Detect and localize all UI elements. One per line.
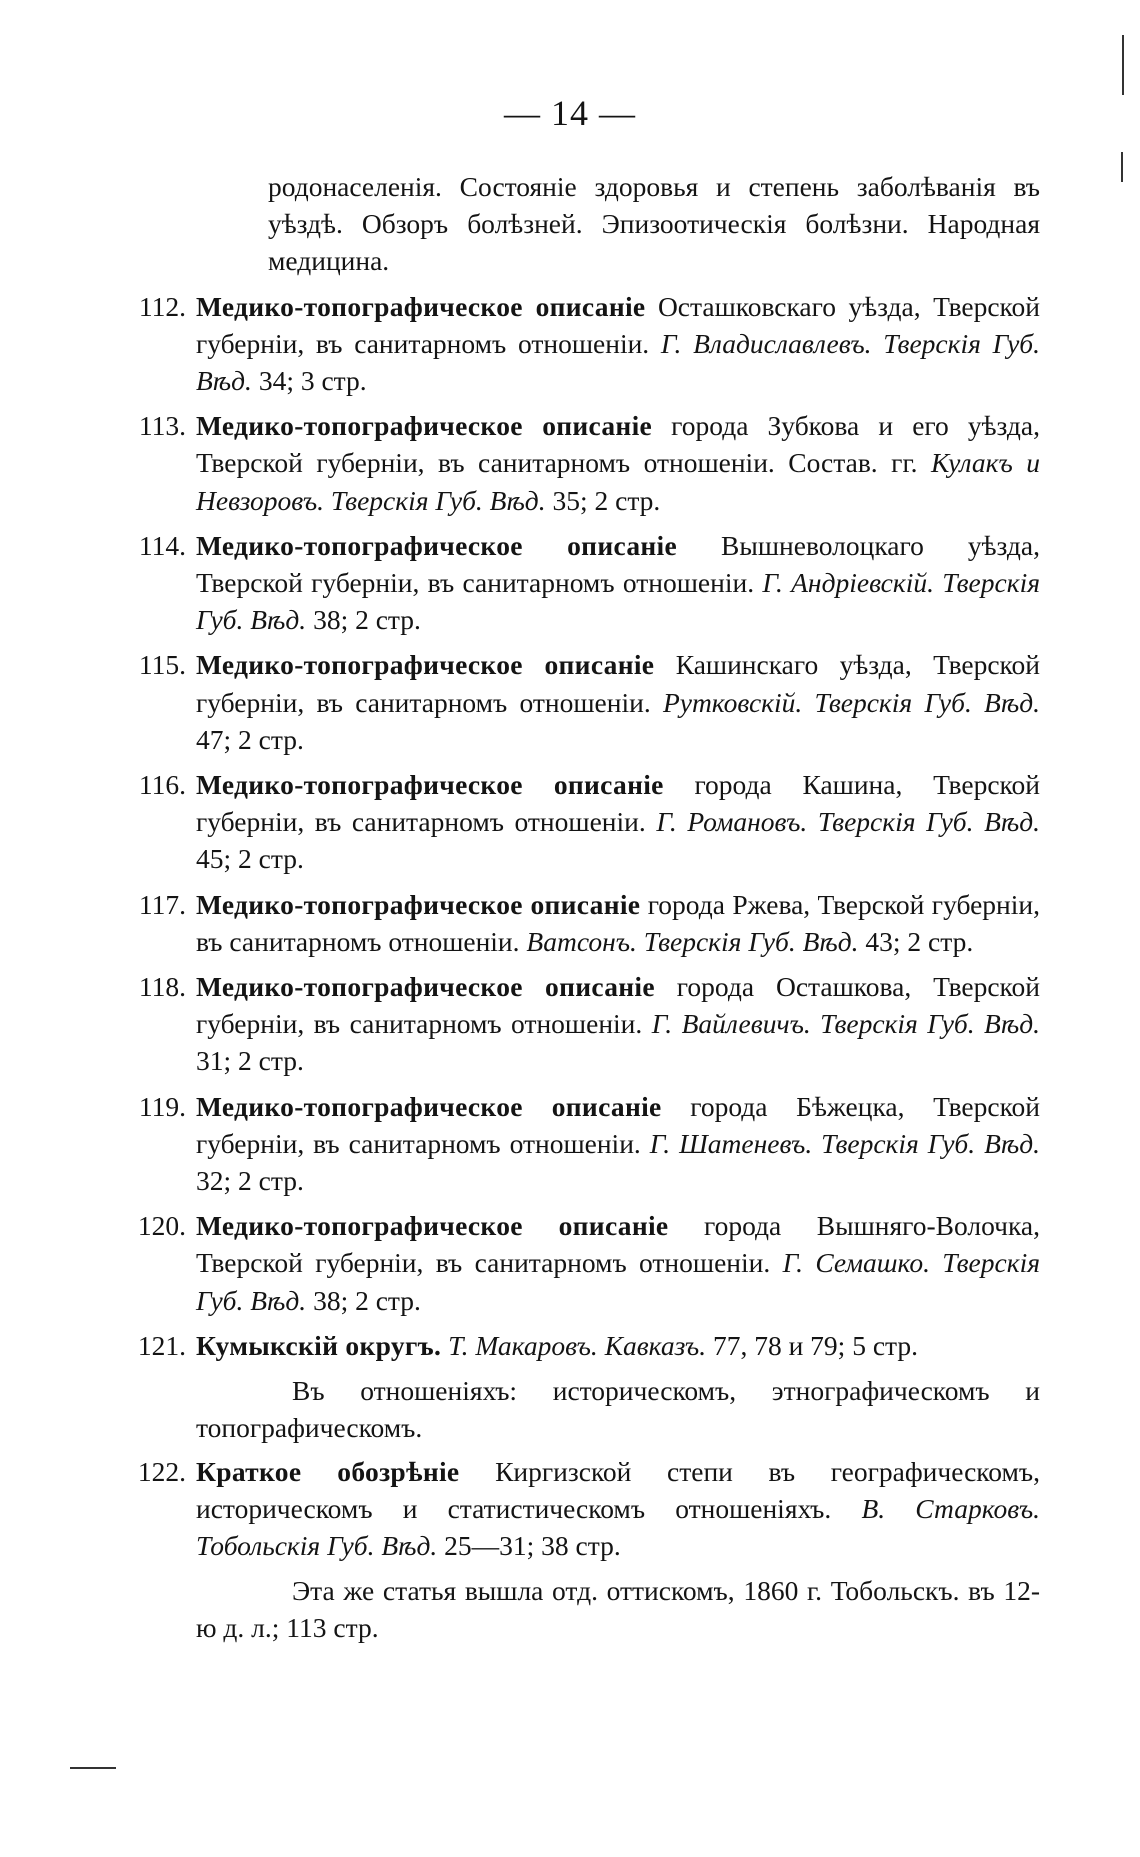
entry-reference: 34; 3 стр. [251, 365, 367, 397]
entry-113 [120, 407, 1040, 519]
entry-reference: 38; 2 стр. [306, 1284, 421, 1316]
entry-119 [120, 1088, 1040, 1200]
entry-body: города Ржева, Тверской губерніи, въ санитарномъ отношеніи. [196, 888, 1040, 957]
entry-heading: Медико-топографическое описаніе [196, 971, 655, 1003]
entry-121 [120, 1327, 1040, 1364]
entry-author: Г. Вайлевичъ. [651, 1008, 811, 1040]
entry-heading: Кумыкскій округъ. [196, 1329, 442, 1361]
entry-journal: Кавказъ. [597, 1329, 707, 1361]
entry-body: Киргизской степи въ географическомъ, историческомъ и статистическомъ отношеніяхъ. [196, 1455, 1040, 1524]
entry-heading: Медико-топографическое описаніе [196, 769, 664, 801]
entry-journal: Тверскія Губ. Вѣд. [196, 1247, 1040, 1316]
entry-122 [120, 1453, 1040, 1565]
entry-120 [120, 1207, 1040, 1319]
entry-number: 122. [137, 1455, 186, 1487]
entry-reference: 25—31; 38 стр. [437, 1529, 621, 1561]
entry-number: 112. [138, 290, 186, 322]
entry-journal: Тверскія Губ. Вѣд. [810, 1008, 1040, 1040]
entry-number: 121. [137, 1329, 186, 1361]
entry-author: Г. Андріевскій. [762, 567, 934, 599]
entry-author: Г. Романовъ. [656, 806, 808, 838]
entry-reference: 32; 2 стр. [196, 1165, 304, 1197]
entry-number: 116. [138, 769, 186, 801]
entry-note: Эта же статья вышла отд. оттискомъ, 1860 г. Тобольскъ. въ 12-ю д. л.; 113 стр. [196, 1575, 1040, 1644]
entry-heading: Медико-топографическое описаніе [196, 888, 641, 920]
entry-reference: 47; 2 стр. [196, 723, 304, 755]
entry-author: Г. Шатеневъ. [649, 1127, 813, 1159]
entry-number: 120. [137, 1210, 186, 1242]
entry-reference: 43; 2 стр. [858, 925, 974, 957]
entry-116 [120, 766, 1040, 878]
entry-112 [120, 288, 1040, 400]
entry-journal: Тобольскія Губ. Вѣд. [196, 1529, 438, 1561]
entry-number: 117. [138, 888, 186, 920]
entry-number: 119. [138, 1090, 186, 1122]
entry-heading: Медико-топографическое описаніе [196, 529, 677, 561]
entry-journal: Тверскія Губ. Вѣд. [812, 1127, 1040, 1159]
entry-author: Г. Семашко. [782, 1247, 930, 1279]
entry-reference: 38; 2 стр. [306, 604, 421, 636]
entry-journal: Тверскія Губ. Вѣд. [802, 686, 1040, 718]
entry-115 [120, 646, 1040, 758]
entry-heading: Медико-топографическое описаніе [196, 290, 646, 322]
margin-mark-bottom-left [70, 1767, 116, 1769]
entry-heading: Медико-топографическое описаніе [196, 1210, 669, 1242]
entry-117 [120, 886, 1040, 960]
entry-body: Вышневолоцкаго уѣзда, Тверской губерніи, въ санитарномъ отношеніи. [196, 529, 1040, 599]
entry-journal: Тверскія Губ. Вѣд. [196, 567, 1040, 636]
continued-entry-text: родонаселенія. Состояніе здоровья и степень заболѣванія въ уѣздѣ. Обзоръ болѣзней. Эпизоотическія болѣзни. Народная медицина. [268, 171, 1040, 277]
entry-journal: Тверскія Губ. Вѣд. [636, 925, 859, 957]
entry-reference: 77, 78 и 79; 5 стр. [706, 1329, 919, 1361]
entry-author: Г. Владиславлевъ. [660, 327, 872, 359]
entry-body: города Зубкова и его уѣзда, Тверской губерніи, въ санитарномъ отношеніи. Состав. гг. [196, 410, 1040, 479]
entry-body: Кашинскаго уѣзда, Тверской губерніи, въ санитарномъ отношеніи. [196, 649, 1040, 718]
entry-body: города Кашина, Тверской губерніи, въ санитарномъ отношеніи. [196, 769, 1040, 838]
entry-author: Т. Макаровъ. [448, 1329, 598, 1361]
margin-mark-top-right [1122, 35, 1124, 95]
entry-author: Ватсонъ. [526, 925, 637, 957]
entry-118 [120, 968, 1040, 1080]
entry-body: города Вышняго-Волочка, Тверской губерніи, въ санитарномъ отношеніи. [196, 1210, 1040, 1279]
entry-heading: Медико-топографическое описаніе [196, 649, 655, 681]
entry-journal: Тверскія Губ. Вѣд. [196, 327, 1040, 397]
entry-reference: 35; 2 стр. [545, 484, 661, 516]
margin-mark-right [1121, 152, 1123, 182]
entry-author: В. Старковъ. [861, 1492, 1041, 1524]
page-number: — 14 — [504, 93, 636, 133]
entry-journal: Тверскія Губ. Вѣд. [807, 806, 1041, 838]
entry-body: города Бѣжецка, Тверской губерніи, въ санитарномъ отношеніи. [196, 1090, 1040, 1159]
entry-reference: 31; 2 стр. [196, 1045, 304, 1077]
entry-author: Рутковскій. [662, 686, 803, 718]
entry-body: города Осташкова, Тверской губерніи, въ санитарномъ отношеніи. [196, 971, 1040, 1040]
entry-heading: Медико-топографическое описаніе [196, 410, 653, 442]
entry-journal: Тверскія Губ. Вѣд. [323, 484, 546, 516]
entry-heading: Медико-топографическое описаніе [196, 1090, 662, 1122]
entry-number: 115. [138, 649, 186, 681]
entry-114 [120, 527, 1040, 639]
entry-note: Въ отношеніяхъ: историческомъ, этнографическомъ и топографическомъ. [196, 1375, 1040, 1444]
entry-number: 118. [138, 971, 186, 1003]
entry-number: 113. [138, 410, 186, 442]
entry-author: Кулакъ и Невзоровъ. [196, 447, 1041, 516]
entry-heading: Краткое обозрѣніе [196, 1455, 460, 1487]
entry-reference: 45; 2 стр. [196, 843, 304, 875]
entry-number: 114. [138, 529, 186, 561]
bibliography-list [120, 168, 1040, 1653]
entry-body: Осташковскаго уѣзда, Тверской губерніи, въ санитарномъ отношеніи. [196, 290, 1040, 359]
